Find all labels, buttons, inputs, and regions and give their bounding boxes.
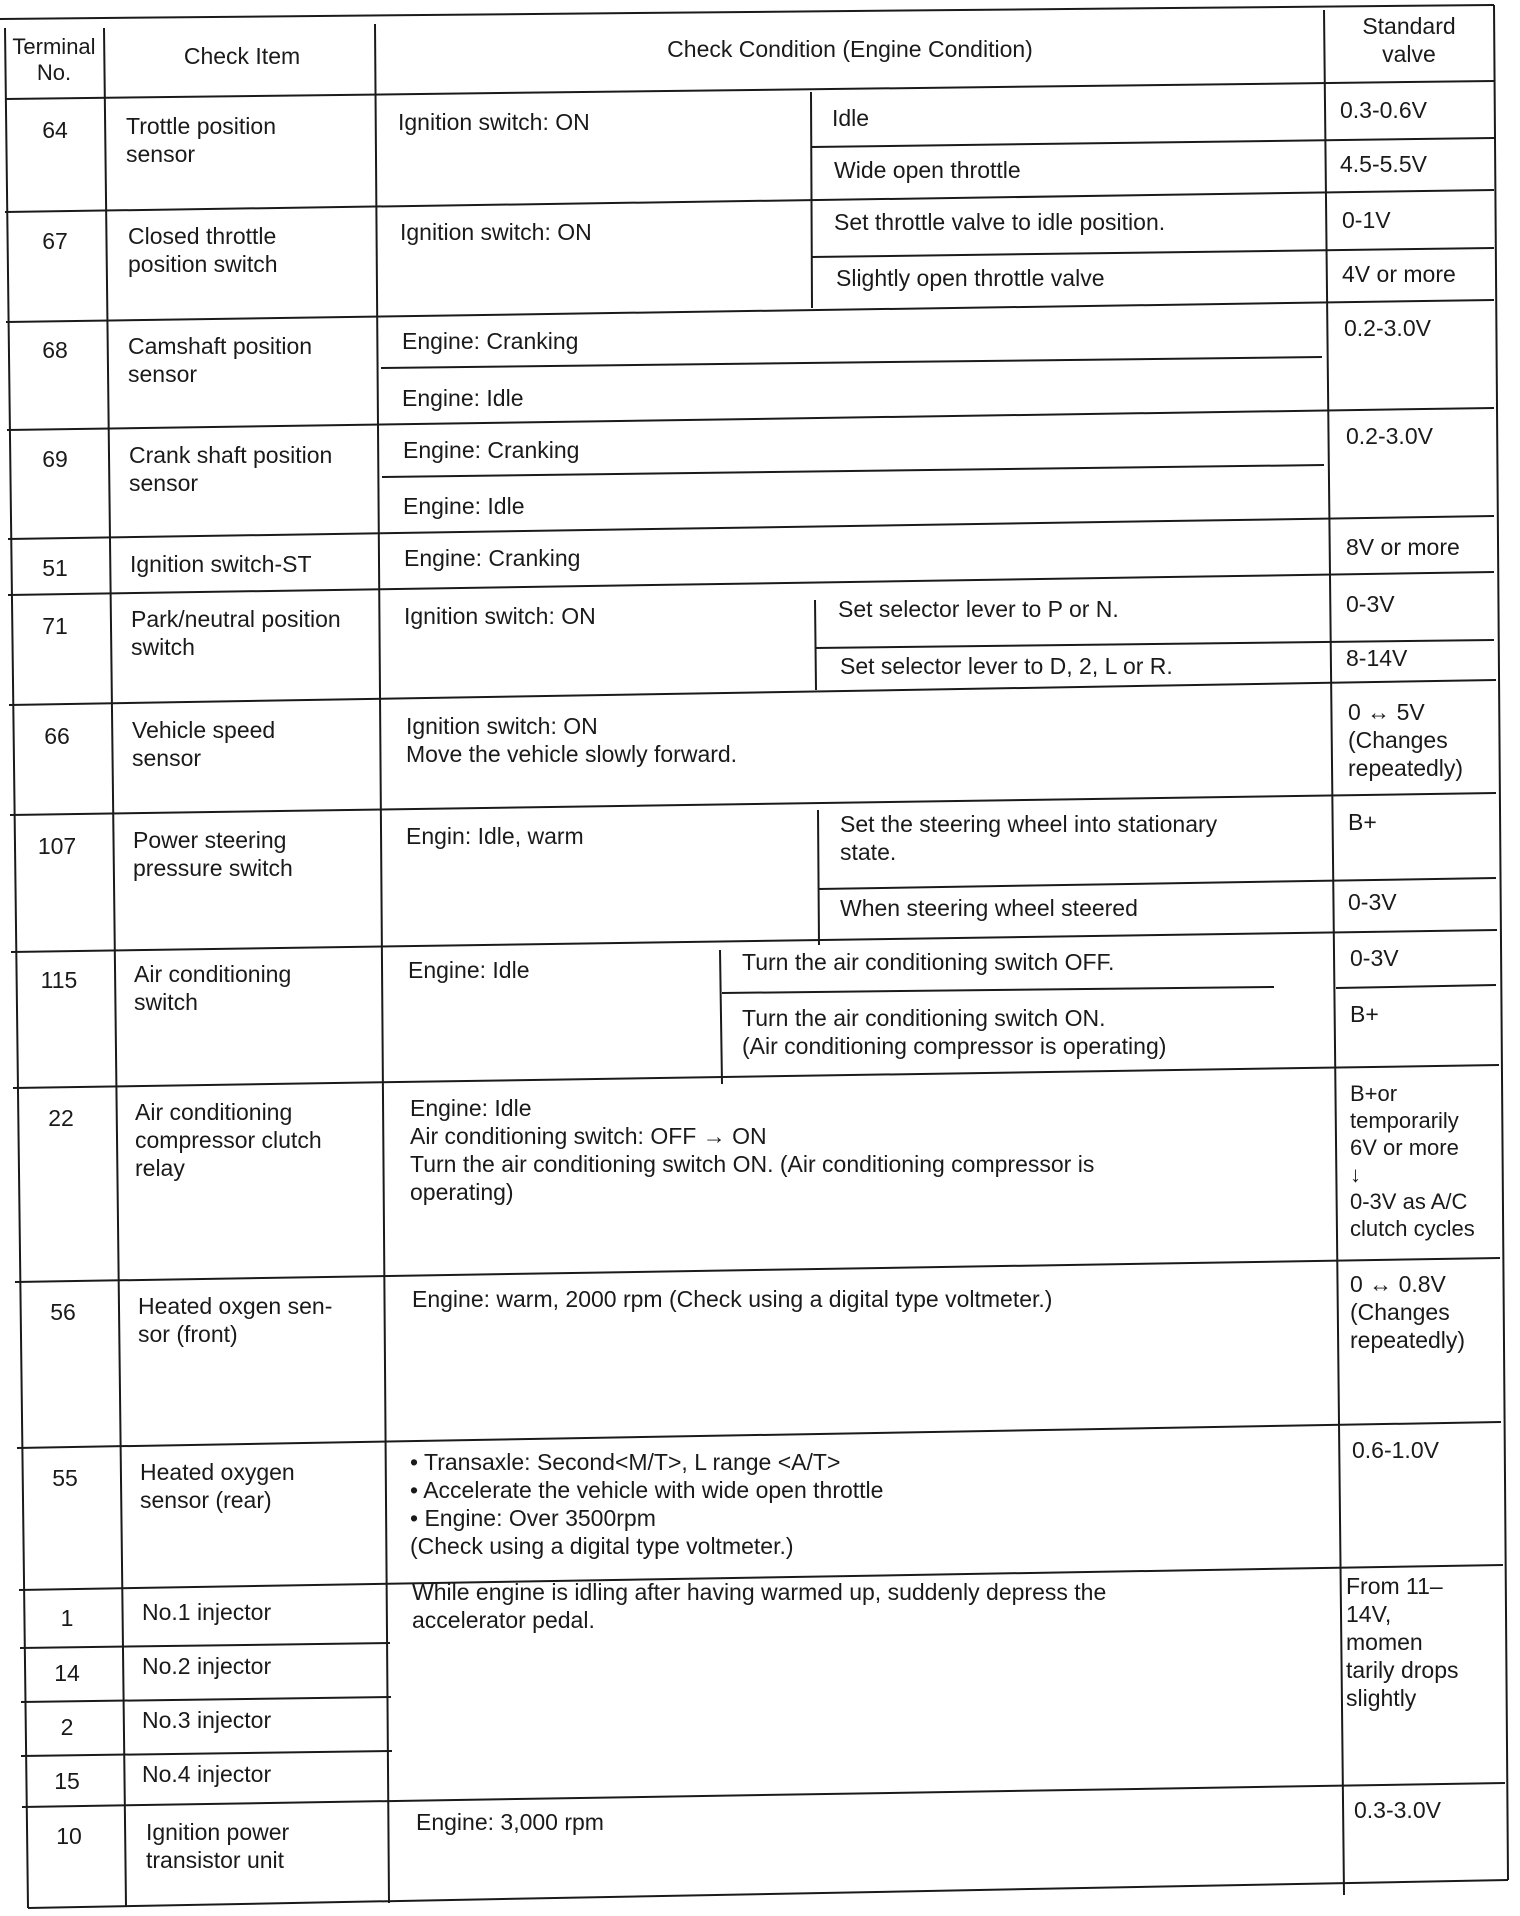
check-item: Closed throttle position switch: [128, 223, 278, 277]
sub-condition: Slightly open throttle valve: [836, 265, 1105, 291]
list-item: • Accelerate the vehicle with wide open throttle: [410, 1477, 884, 1503]
standard-value: B+: [1350, 1001, 1379, 1027]
check-condition: Engin: Idle, warm: [406, 823, 584, 849]
check-item: No.4 injector: [142, 1761, 272, 1787]
terminal-number: 69: [42, 446, 68, 472]
standard-value: 8V or more: [1346, 534, 1460, 560]
standard-value: 0.6-1.0V: [1352, 1437, 1439, 1463]
sub-condition: Idle: [832, 105, 870, 131]
list-item: • Transaxle: Second<M/T>, L range <A/T>: [410, 1449, 841, 1475]
terminal-number: 64: [42, 117, 68, 143]
check-condition: Engine: 3,000 rpm: [416, 1809, 604, 1835]
check-item: Ignition switch-ST: [130, 551, 312, 577]
standard-value: 0-3V: [1350, 945, 1399, 971]
standard-value: B+or temporarily 6V or more ↓ 0-3V as A/C clutch cycles: [1350, 1081, 1475, 1241]
terminal-number: 10: [56, 1823, 82, 1849]
terminal-number: 71: [42, 613, 68, 639]
check-item: Trottle position sensor: [126, 113, 276, 167]
terminal-number: 51: [42, 555, 68, 581]
sub-condition: Wide open throttle: [834, 157, 1021, 183]
check-item: Air conditioning compressor clutch relay: [135, 1099, 322, 1181]
header-check-item: Check Item: [183, 43, 301, 69]
header-standard-value: Standard valve: [1362, 13, 1456, 67]
terminal-number: 15: [54, 1768, 80, 1794]
bullet-text: Engine: Over 3500rpm: [424, 1505, 656, 1531]
check-condition: Engine: warm, 2000 rpm (Check using a digital type voltmeter.): [412, 1286, 1053, 1312]
terminal-number: 115: [40, 967, 78, 993]
standard-value: B+: [1348, 809, 1377, 835]
standard-value: 0.3-0.6V: [1340, 97, 1427, 123]
sub-condition: Set selector lever to P or N.: [838, 596, 1119, 622]
sub-condition: Set throttle valve to idle position.: [834, 209, 1166, 235]
check-item: No.1 injector: [142, 1599, 272, 1625]
check-condition: Engine: Idle Air conditioning switch: OFF → ON Turn the air conditioning switch ON. (Air conditioning compressor is operating): [410, 1095, 1095, 1205]
check-condition: Engine: Cranking: [403, 437, 580, 463]
standard-value: 0-3V: [1348, 889, 1397, 915]
check-item: Air conditioning switch: [134, 961, 292, 1015]
standard-value: 0 ↔ 0.8V (Changes repeatedly): [1350, 1271, 1466, 1353]
bullet-text: Transaxle: Second<M/T>, L range <A/T>: [424, 1449, 841, 1475]
check-item: Power steering pressure switch: [133, 827, 293, 881]
check-condition: Engine: Cranking: [404, 545, 581, 571]
standard-value: 0.2-3.0V: [1344, 315, 1431, 341]
bullet-text: Accelerate the vehicle with wide open throttle: [423, 1477, 884, 1503]
terminal-number: 1: [60, 1605, 74, 1631]
bullet-list: [410, 1448, 1320, 1560]
check-item: Vehicle speed sensor: [132, 717, 276, 771]
header-check-condition: Check Condition (Engine Condition): [667, 36, 1033, 62]
sub-condition: Turn the air conditioning switch ON. (Air conditioning compressor is operating): [742, 1005, 1167, 1059]
terminal-number: 56: [50, 1299, 76, 1325]
sub-condition: Set selector lever to D, 2, L or R.: [840, 653, 1173, 679]
sub-condition: Set the steering wheel into stationary state.: [840, 811, 1218, 865]
check-condition: Ignition switch: ON: [400, 219, 592, 245]
standard-value: 4.5-5.5V: [1340, 151, 1427, 177]
terminal-number: 107: [37, 833, 77, 859]
check-condition: Ignition switch: ON: [404, 603, 596, 629]
terminal-number: 14: [54, 1660, 80, 1686]
terminal-number: 68: [42, 337, 68, 363]
note-text: (Check using a digital type voltmeter.): [410, 1533, 794, 1559]
standard-value: 0 ↔ 5V (Changes repeatedly): [1348, 699, 1464, 781]
standard-value: 8-14V: [1346, 645, 1408, 671]
check-item: No.3 injector: [142, 1707, 272, 1733]
sub-condition: When steering wheel steered: [840, 895, 1138, 921]
standard-value: 0-1V: [1342, 207, 1391, 233]
terminal-number: 55: [52, 1465, 78, 1491]
list-item: • Engine: Over 3500rpm: [410, 1505, 656, 1531]
standard-value: 4V or more: [1342, 261, 1456, 287]
standard-value: From 11– 14V, momen tarily drops slightly: [1346, 1573, 1459, 1711]
standard-value: 0.3-3.0V: [1354, 1797, 1441, 1823]
check-condition: Engine: Idle: [403, 493, 525, 519]
standard-value: 0-3V: [1346, 591, 1395, 617]
check-item: No.2 injector: [142, 1653, 272, 1679]
check-item: Crank shaft position sensor: [129, 442, 333, 496]
check-item: Park/neutral position switch: [131, 606, 341, 660]
terminal-number: 67: [42, 228, 68, 254]
terminal-number: 2: [60, 1714, 74, 1740]
header-terminal-no: Terminal No.: [12, 34, 96, 85]
sub-condition: Turn the air conditioning switch OFF.: [742, 949, 1115, 975]
check-condition: While engine is idling after having warmed up, suddenly depress the accelerator pedal.: [412, 1579, 1107, 1633]
check-condition: Engine: Idle: [402, 385, 524, 411]
check-item: Camshaft position sensor: [128, 333, 313, 387]
check-condition: Engine: Cranking: [402, 328, 579, 354]
terminal-number: 66: [44, 723, 70, 749]
standard-value: 0.2-3.0V: [1346, 423, 1433, 449]
check-item: Heated oxygen sensor (rear): [140, 1459, 295, 1513]
check-condition: Engine: Idle: [408, 957, 530, 983]
check-condition: Ignition switch: ON Move the vehicle slowly forward.: [406, 713, 738, 767]
check-item: Ignition power transistor unit: [146, 1819, 290, 1873]
check-item: Heated oxgen sen- sor (front): [138, 1293, 333, 1347]
terminal-number: 22: [48, 1105, 74, 1131]
check-condition: Ignition switch: ON: [398, 109, 590, 135]
